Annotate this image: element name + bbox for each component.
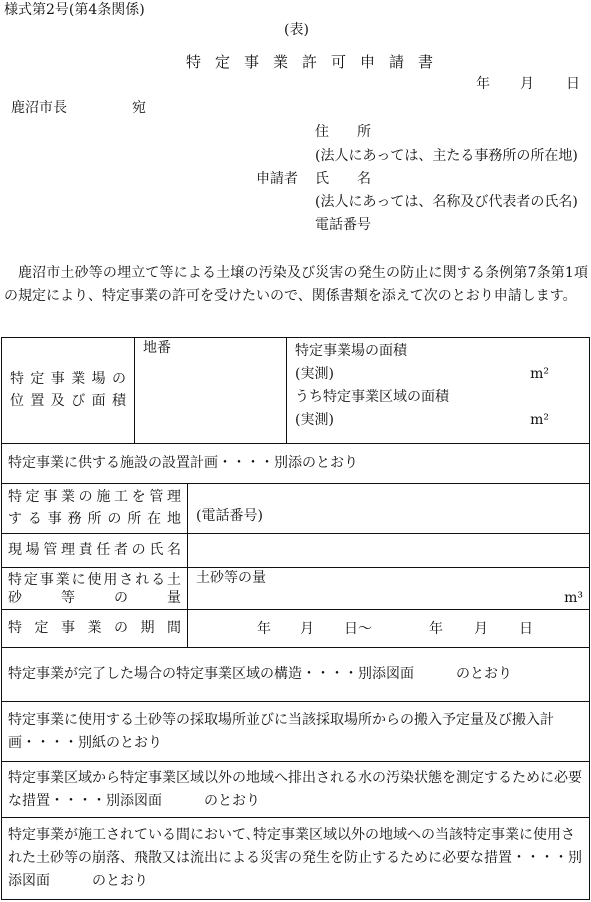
application-table	[1, 337, 590, 900]
soil-source-row	[2, 702, 590, 762]
site-location-label-line1: 特定事業場の	[10, 370, 126, 387]
soil-label-line2: 砂等の量	[8, 589, 181, 606]
zone-area-unit: m²	[530, 412, 549, 428]
period-label: 特定事業の期間	[8, 619, 181, 636]
form-number: 様式第2号(第4条関係)	[4, 2, 145, 18]
office-address-cell[interactable]	[188, 484, 590, 534]
disaster-measure-row	[2, 818, 590, 900]
office-label-line1: 特定事業の施工を管理	[8, 488, 181, 505]
site-area-cell[interactable]	[287, 338, 590, 444]
applicant-label: 申請者	[256, 171, 298, 187]
phone-label: 電話番号	[315, 217, 371, 233]
address-note: (法人にあっては、主たる事務所の所在地)	[315, 148, 578, 164]
soil-amount-label	[2, 568, 188, 610]
period-to-year: 年	[429, 620, 443, 637]
facility-plan-text: 特定事業に供する施設の設置計画・・・・別添のとおり	[8, 454, 358, 471]
page-title: 特定事業許可申請書	[186, 53, 448, 71]
water-measure-text: 特定事業区域から特定事業区域以外の地域へ排出される水の汚染状態を測定するために必要な措置・・・・別添図面 のとおり	[8, 769, 582, 809]
period-to-day: 日	[519, 620, 533, 637]
lot-number-cell[interactable]	[135, 338, 287, 444]
soil-amount-unit: m³	[564, 590, 583, 606]
water-measure-row	[2, 762, 590, 818]
office-label-line2: する事務所の所在地	[8, 510, 181, 527]
period-cell[interactable]	[188, 610, 590, 648]
disaster-measure-text: 特定事業が施工されている間において､特定事業区域以外の地域への当該特定事業に使用された土砂等の崩落、飛散又は流出による災害の発生を防止するために必要な措置・・・・別添図面 のとおり	[8, 827, 582, 889]
name-note: (法人にあっては、名称及び代表者の氏名)	[315, 194, 578, 210]
facility-plan-row	[2, 444, 590, 484]
manager-label: 現場管理責任者の氏名	[8, 541, 181, 558]
completion-structure-row	[2, 648, 590, 702]
site-area-measured: (実測)	[295, 366, 334, 382]
lot-number-label: 地番	[143, 340, 171, 356]
addressee-honorific: 宛	[132, 100, 146, 116]
period-from-day: 日～	[344, 620, 372, 637]
name-label: 氏 名	[315, 171, 371, 187]
office-phone-note: (電話番号)	[196, 507, 263, 524]
period-from-year: 年	[257, 620, 271, 637]
period-from-month: 月	[300, 620, 314, 637]
period-label-cell	[2, 610, 188, 648]
site-location-label	[2, 338, 135, 444]
soil-source-text: 特定事業に使用する土砂等の採取場所並びに当該採取場所からの搬入予定量及び搬入計画・・・・別紙のとおり	[8, 711, 554, 751]
soil-label-line1: 特定事業に使用される土	[8, 571, 181, 588]
manager-label-cell	[2, 534, 188, 568]
front-mark: (表)	[284, 22, 309, 38]
site-location-label-line2: 位置及び面積	[10, 392, 126, 409]
address-label: 住 所	[315, 124, 371, 140]
soil-amount-field-label: 土砂等の量	[196, 570, 266, 586]
zone-area-label: うち特定事業区域の面積	[295, 389, 449, 405]
completion-structure-text: 特定事業が完了した場合の特定事業区域の構造・・・・別添図面 のとおり	[8, 665, 512, 682]
manager-name-cell[interactable]	[188, 534, 590, 568]
date-day: 日	[566, 76, 580, 92]
soil-amount-cell[interactable]	[188, 568, 590, 610]
intro-paragraph: 鹿沼市土砂等の埋立て等による土壌の汚染及び災害の発生の防止に関する条例第7条第1項の規定により、特定事業の許可を受けたいので、関係書類を添えて次のとおり申請します。	[4, 265, 588, 304]
addressee-name: 鹿沼市長	[11, 100, 67, 116]
date-year: 年	[476, 76, 490, 92]
site-area-unit: m²	[530, 366, 549, 382]
date-month: 月	[520, 76, 534, 92]
office-label	[2, 484, 188, 534]
site-area-label: 特定事業場の面積	[295, 343, 407, 359]
zone-area-measured: (実測)	[295, 412, 334, 428]
period-to-month: 月	[474, 620, 488, 637]
